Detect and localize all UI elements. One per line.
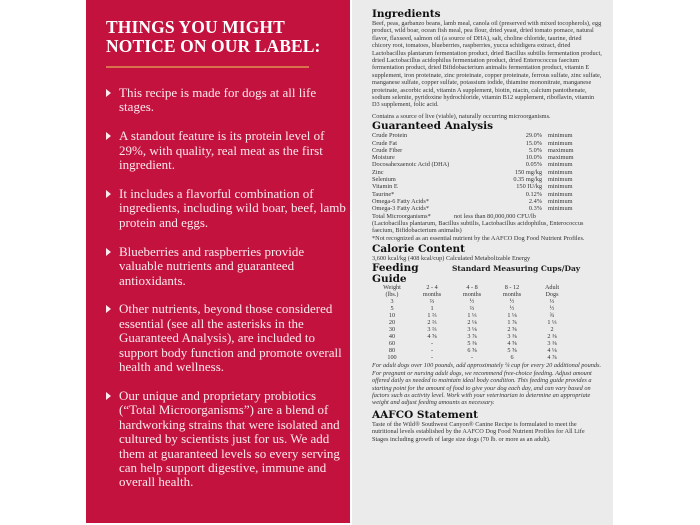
feeding-cell: 3 ⅜ bbox=[507, 332, 517, 340]
triangle-right-icon bbox=[106, 89, 111, 97]
highlight-item bbox=[106, 245, 346, 288]
ga-name: Taurine* bbox=[372, 190, 395, 198]
ga-qualifier: minimum bbox=[548, 205, 573, 213]
triangle-right-icon bbox=[106, 132, 111, 140]
triangle-right-icon bbox=[106, 248, 111, 256]
feeding-column-header: Adult bbox=[544, 284, 560, 292]
feeding-cell: 3 bbox=[390, 298, 394, 306]
feeding-cell: ½ bbox=[509, 298, 515, 306]
ga-qualifier: minimum bbox=[548, 168, 573, 176]
guaranteed-analysis-heading: Guaranteed Analysis bbox=[372, 120, 494, 133]
feeding-column-header: 8 - 12 bbox=[504, 284, 520, 292]
aafco-heading: AAFCO Statement bbox=[372, 408, 478, 421]
feeding-cell: 1 ⅔ bbox=[427, 312, 437, 320]
probiotic-note: Contains a source of live (viable), naturally occurring microorganisms. bbox=[372, 112, 551, 120]
calorie-content-text: 3,600 kcal/kg (408 kcal/cup) Calculated Metabolizable Energy bbox=[372, 255, 531, 263]
feeding-cell: 4 ⅝ bbox=[427, 332, 437, 340]
feeding-cell: 2 ⅔ bbox=[427, 319, 437, 326]
feeding-cell: 1 ⅛ bbox=[507, 312, 517, 320]
feeding-cell: 5 ⅝ bbox=[507, 346, 517, 354]
highlight-text: A standout feature is its protein level of 29%, with quality, real meat as the first ingredient. bbox=[119, 128, 325, 173]
guaranteed-analysis-table bbox=[372, 132, 602, 212]
feeding-cell: 2 ⅝ bbox=[507, 325, 517, 333]
feeding-cell: 1 ⅓ bbox=[467, 312, 477, 320]
ga-row bbox=[372, 198, 602, 205]
feeding-guide-heading: Feeding Guide bbox=[372, 262, 419, 286]
highlights-panel bbox=[86, 0, 350, 523]
highlights-list bbox=[106, 86, 346, 504]
feeding-cell: 5 bbox=[390, 305, 394, 313]
feeding-cell: 2 bbox=[550, 325, 554, 333]
feeding-cell: 3 ⅛ bbox=[467, 325, 477, 333]
ga-name: Selenium bbox=[372, 176, 396, 184]
ga-name: Total Microorganisms* bbox=[372, 212, 431, 220]
ga-qualifier: minimum bbox=[548, 190, 573, 198]
ga-row bbox=[372, 132, 602, 139]
ga-name: Crude Fat bbox=[372, 139, 398, 147]
highlight-item bbox=[106, 389, 346, 490]
ingredients-text: Beef, peas, garbanzo beans, lamb meal, canola oil (preserved with mixed tocopherols), egg product, wild boar, ocean fish meal, pea flour, dried yeast, dried tomato pomace, natural flavor, flaxseed, salmon oil (a source of DHA), salt, choline chloride, taurine, dried chicory root, tomatoes, blueberries, raspberries, yucca schidigera extract, dried Lactobacillus plantarum fermentation product, dried Bacillus subtilis fermentation product, dried Lactobacillus acidophilus fermentation product, dried Enterococcus faecium fermentation product, dried Bifidobacterium animalis fermentation product, vitamin E supplement, iron proteinate, zinc proteinate, copper proteinate, ferrous sulfate, zinc sulfate, manganese sulfate, copper sulfate, potassium iodide, thiamine mononitrate, manganese proteinate, ascorbic acid, vitamin A supplement, biotin, niacin, calcium pantothenate, sodium selenite, pyridoxine hydrochloride, vitamin B12 supplement, riboflavin, vitamin D3 supplement, folic acid. bbox=[372, 20, 602, 109]
feeding-cell: 40 bbox=[388, 332, 396, 340]
ga-value: not less than 80,000,000 CFU/lb bbox=[454, 212, 536, 220]
ga-value: 150 mg/kg bbox=[514, 168, 542, 176]
ga-qualifier: maximum bbox=[548, 146, 574, 154]
feeding-cell: - bbox=[430, 346, 434, 354]
feeding-column-header: 4 - 8 bbox=[466, 284, 478, 292]
feeding-cell: ¾ bbox=[549, 312, 555, 320]
calorie-content-heading: Calorie Content bbox=[372, 243, 466, 256]
highlight-item bbox=[106, 86, 346, 115]
feeding-column-header: Weight bbox=[383, 284, 401, 292]
ga-footnote: *Not recognized as an essential nutrient by the AAFCO Dog Food Nutrient Profiles. bbox=[372, 234, 585, 242]
nutrition-label-panel bbox=[352, 0, 613, 525]
highlights-title bbox=[106, 18, 336, 56]
nutrition-label bbox=[372, 9, 602, 443]
feeding-cell: 6 bbox=[510, 353, 514, 361]
feeding-cell: 60 bbox=[388, 339, 396, 347]
feeding-cell: 1 bbox=[430, 305, 434, 313]
highlight-text: Blueberries and raspberries provide valuable nutrients and guaranteed antioxidants. bbox=[119, 243, 305, 288]
feeding-cell: 4 ⅛ bbox=[547, 346, 557, 354]
ga-value: 0.3% bbox=[528, 205, 542, 213]
triangle-right-icon bbox=[106, 190, 111, 198]
feeding-cell: 1 ⅓ bbox=[547, 319, 557, 326]
feeding-cell: 2 ⅛ bbox=[467, 319, 477, 326]
ga-name: Moisture bbox=[372, 154, 395, 162]
feeding-column-header: (lbs.) bbox=[385, 291, 399, 299]
aafco-text: Taste of the Wild® Southwest Canyon® Canine Recipe is formulated to meet the nutritional levels established by the AAFCO Dog Food Nutrient Profiles for All Life Stages including growth of large size dogs (70 lb. or more as an adult). bbox=[372, 420, 585, 443]
title-divider bbox=[106, 66, 309, 68]
feeding-cell: - bbox=[430, 353, 434, 361]
ingredients-heading: Ingredients bbox=[372, 8, 441, 20]
ga-value: 2.4% bbox=[528, 197, 542, 205]
feeding-cell: 10 bbox=[388, 312, 396, 320]
feeding-column-header: months bbox=[502, 291, 522, 299]
ga-row bbox=[372, 140, 602, 147]
feeding-cell: 4 ⅞ bbox=[547, 353, 557, 361]
highlight-text: This recipe is made for dogs at all life stages. bbox=[119, 85, 317, 115]
feeding-cell: ½ bbox=[549, 305, 555, 313]
highlights-title-line1: THINGS YOU MIGHT bbox=[106, 17, 285, 37]
feeding-guide-header bbox=[372, 263, 602, 285]
highlight-text: Other nutrients, beyond those considered essential (see all the asterisks in the Guaranteed Analysis), are included to support body function and promote overall health and wellness. bbox=[119, 301, 342, 375]
ga-value: 150 IU/kg bbox=[516, 183, 542, 191]
ga-strains: (Lactobacillus plantarum, Bacillus subtilis, Lactobacillus acidophilus, Enterococcus faecium, Bifidobacterium animalis) bbox=[372, 219, 584, 235]
highlight-item bbox=[106, 129, 346, 172]
feeding-cell: 3 ⅞ bbox=[467, 332, 477, 340]
highlight-item bbox=[106, 302, 346, 374]
ga-qualifier: minimum bbox=[548, 132, 573, 140]
feeding-cell: 30 bbox=[388, 325, 396, 333]
ga-name: Omega-6 Fatty Acids* bbox=[372, 197, 430, 205]
ga-qualifier: maximum bbox=[548, 154, 574, 162]
triangle-right-icon bbox=[106, 305, 111, 313]
ga-row bbox=[372, 183, 602, 190]
highlights-title-line2: NOTICE ON OUR LABEL: bbox=[106, 36, 321, 56]
feeding-cell: ½ bbox=[469, 298, 475, 306]
ga-qualifier: minimum bbox=[548, 197, 573, 205]
ga-row bbox=[372, 147, 602, 154]
feeding-cell: ⅔ bbox=[469, 305, 475, 313]
ga-value: 0.12% bbox=[525, 190, 542, 198]
ga-name: Crude Fiber bbox=[372, 146, 403, 154]
ga-name: Docosahexaenoic Acid (DHA) bbox=[372, 161, 450, 169]
feeding-cell: 3 ⅔ bbox=[427, 325, 437, 333]
ga-value: 29.0% bbox=[525, 132, 542, 140]
feeding-guide-subheading: Standard Measuring Cups/Day bbox=[452, 264, 581, 274]
feeding-row bbox=[372, 355, 572, 362]
ga-qualifier: minimum bbox=[548, 139, 573, 147]
feeding-cell: ⅔ bbox=[429, 298, 435, 306]
feeding-column-header: 2 - 4 bbox=[426, 284, 438, 292]
ga-row bbox=[372, 161, 602, 168]
ga-value: 0.05% bbox=[525, 161, 542, 169]
ga-value: 0.35 mg/kg bbox=[513, 176, 542, 184]
feeding-note: For adult dogs over 100 pounds, add approximately ¼ cup for every 20 additional pounds. For pregnant or nursing adult dogs, we recommend free-choice feeding. Adjust amount offered daily as needed to maintain ideal body condition. This feeding guide provides a starting point for the amount of food to give your dog each day, and can vary based on factors such as activity level. Work with your veterinarian to determine an appropriate weight and adjust feeding amounts as necessary. bbox=[372, 362, 602, 407]
feeding-cell: ⅓ bbox=[549, 298, 555, 306]
ga-row bbox=[372, 191, 602, 198]
feeding-cell: 20 bbox=[388, 319, 396, 326]
ga-name: Vitamin E bbox=[372, 183, 398, 191]
feeding-column-header: months bbox=[422, 291, 442, 299]
feeding-cell: 1 ⅞ bbox=[507, 319, 517, 326]
ga-row bbox=[372, 205, 602, 212]
feeding-cell: - bbox=[430, 339, 434, 347]
ga-row bbox=[372, 169, 602, 176]
ga-row-microorganisms bbox=[372, 213, 602, 220]
feeding-cell: ½ bbox=[509, 305, 515, 313]
highlight-text: Our unique and proprietary probiotics (“Total Microorganisms”) are a blend of hardworking strains that were isolated and cultured by scientists just for us. We add them at guaranteed levels so every serving can help support digestive, immune and overall health. bbox=[119, 388, 340, 490]
ga-value: 10.0% bbox=[525, 154, 542, 162]
ga-qualifier: minimum bbox=[548, 161, 573, 169]
highlight-text: It includes a flavorful combination of ingredients, including wild boar, beef, lamb protein and eggs. bbox=[119, 186, 346, 230]
ga-value: 5.0% bbox=[528, 146, 542, 154]
feeding-cell: 2 ⅜ bbox=[547, 332, 557, 340]
ga-name: Zinc bbox=[372, 168, 384, 176]
feeding-cell: 4 ⅝ bbox=[507, 339, 517, 347]
feeding-guide-table bbox=[372, 285, 572, 361]
feeding-cell: 5 ⅜ bbox=[467, 339, 477, 347]
feeding-cell: 6 ⅝ bbox=[467, 346, 477, 354]
ga-value: 15.0% bbox=[525, 139, 542, 147]
feeding-cell: 3 ⅜ bbox=[547, 339, 557, 347]
ga-qualifier: minimum bbox=[548, 176, 573, 184]
ga-qualifier: minimum bbox=[548, 183, 573, 191]
ga-name: Omega-3 Fatty Acids* bbox=[372, 205, 430, 213]
highlight-item bbox=[106, 187, 346, 230]
feeding-column-header: months bbox=[462, 291, 482, 299]
ga-name: Crude Protein bbox=[372, 132, 408, 140]
feeding-cell: 80 bbox=[388, 346, 396, 354]
feeding-cell: - bbox=[470, 353, 474, 361]
feeding-cell: 100 bbox=[387, 353, 397, 361]
ga-row bbox=[372, 176, 602, 183]
triangle-right-icon bbox=[106, 392, 111, 400]
ga-row bbox=[372, 154, 602, 161]
feeding-column-header: Dogs bbox=[545, 291, 559, 299]
